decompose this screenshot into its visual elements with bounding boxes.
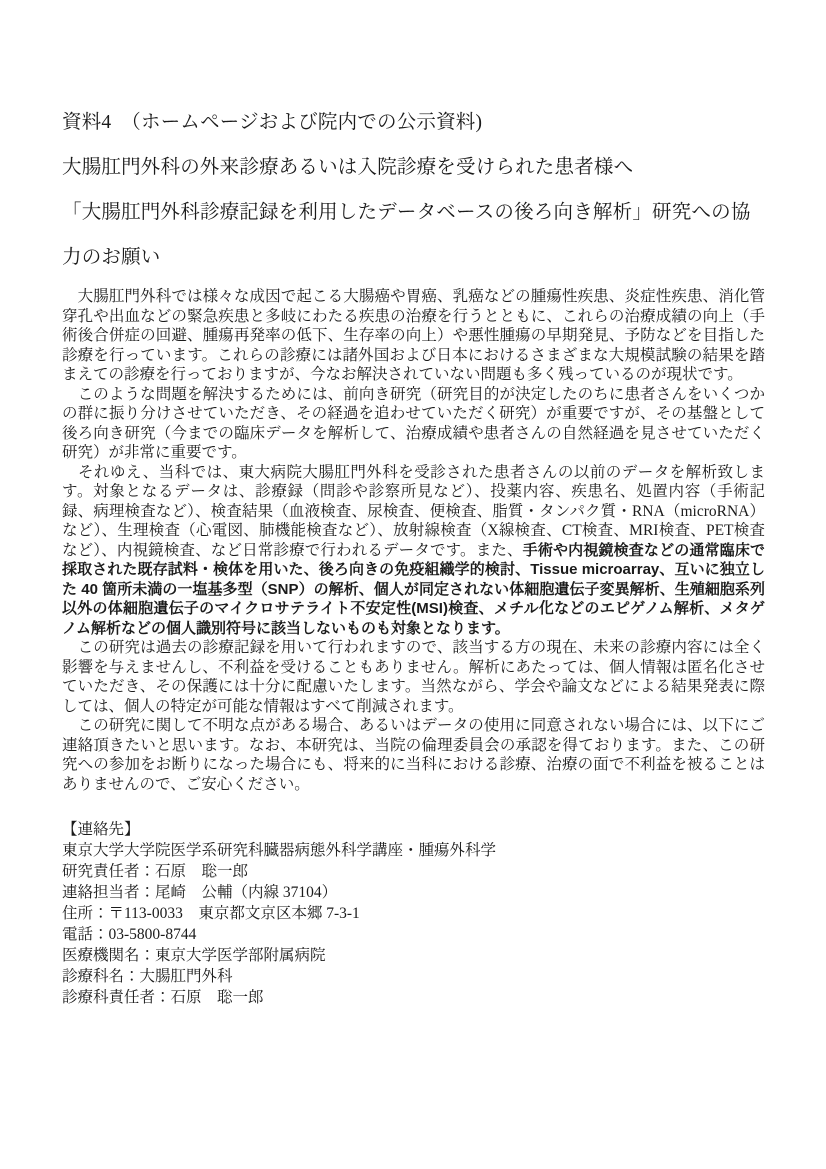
paragraph-study-rationale: このような問題を解決するためには、前向き研究（研究目的が決定したのちに患者さんをいくつかの群に振り分けさせていただき、その経過を追わせていただく研究）が重要ですが、その基盤として後ろ向き研究（今までの臨床データを解析して、治療成績や患者さんの自然経過を見させていただく研究）が非常に重要です。 (62, 385, 765, 461)
header-note: 資料4 （ホームページおよび院内での公示資料) (62, 112, 483, 133)
paragraph-data-scope-normal: それゆえ、当科では、東大病院大腸肛門外科を受診された患者さんの以前のデータを解析致します。対象となるデータは、診療録（問診や診察所見など）、投薬内容、疾患名、処置内容（手術記録、病理検査など）、検査結果（血液検査、尿検査、便検査、脂質・タンパク質・RNA（microRNA）など）、生理検査（心電図、肺機能検査など）、放射線検査（X線検査、CT検査、MRI検査、PET検査など）、内視鏡検査、など日常診療で行われるデータです。また、 (62, 463, 765, 559)
document-heading (62, 100, 765, 280)
paragraph-data-scope-bold: 手術や内視鏡検査などの通常臨床で採取された既存試料・検体を用いた、後ろ向きの免疫組織学的検討、Tissue microarray、互いに独立した 40 箇所未満の一塩基多型（SNP）の解析、個人が同定されない体細胞遺伝子変異解析、生殖細胞系列以外の体細胞遺伝子のマイクロサテライト不安定性(MSI)検査、メチル化などのエピゲノム解析、メタゲノム解析などの個人識別符号に該当しないものも対象となります。 (62, 541, 765, 637)
paragraph-privacy: この研究は過去の診療記録を用いて行われますので、該当する方の現在、未来の診療内容には全く影響を与えませんし、不利益を受けることもありません。解析にあたっては、個人情報は匿名化させていただき、その保護には十分に配慮いたします。当然ながら、学会や論文などによる結果発表に際しては、個人の特定が可能な情報はすべて削減されます。 (62, 639, 765, 715)
paragraph-data-scope (62, 463, 765, 639)
paragraph-optout: この研究に関して不明な点がある場合、あるいはデータの使用に同意されない場合には、以下にご連絡頂きたいと思います。なお、本研究は、当院の倫理委員会の承認を得ております。また、この研究への参加をお断りになった場合にも、将来的に当科における診療、治療の面で不利益を被ることはありませんので、ご安心ください。 (62, 717, 765, 793)
contact-line-contact-person: 連絡担当者：尾崎 公輔（内線 37104） (62, 884, 338, 901)
contact-heading: 【連絡先】 (62, 821, 140, 838)
body-text (62, 287, 765, 794)
contact-line-affiliation: 東京大学大学院医学系研究科臓器病態外科学講座・腫瘍外科学 (62, 842, 497, 859)
contact-line-institution: 医療機関名：東京大学医学部附属病院 (62, 947, 326, 964)
contact-line-address: 住所：〒113-0033 東京都文京区本郷 7-3-1 (62, 905, 360, 922)
document-title: 「大腸肛門外科診療記録を利用したデータベースの後ろ向き解析」研究への協力のお願い (62, 202, 751, 268)
paragraph-overview: 大腸肛門外科では様々な成因で起こる大腸癌や胃癌、乳癌などの腫瘍性疾患、炎症性疾患、消化管穿孔や出血などの緊急疾患と多岐にわたる疾患の治療を行うとともに、これらの治療成績の向上（手術後合併症の回避、腫瘍再発率の低下、生存率の向上）や悪性腫瘍の早期発見、予防などを目指した診療を行っています。これらの診療には諸外国および日本におけるさまざまな大規模試験の結果を踏まえての診療を行っておりますが、今なお解決されていない問題も多く残っているのが現状です。 (62, 288, 765, 383)
contact-line-department-head: 診療科責任者：石原 聡一郎 (62, 989, 264, 1006)
contact-line-department: 診療科名：大腸肛門外科 (62, 968, 233, 985)
contact-line-phone: 電話：03-5800-8744 (62, 926, 197, 943)
document-subtitle: 大腸肛門外科の外来診療あるいは入院診療を受けられた患者様へ (62, 157, 634, 178)
contact-section (62, 819, 765, 1008)
contact-line-principal-investigator: 研究責任者：石原 聡一郎 (62, 863, 249, 880)
